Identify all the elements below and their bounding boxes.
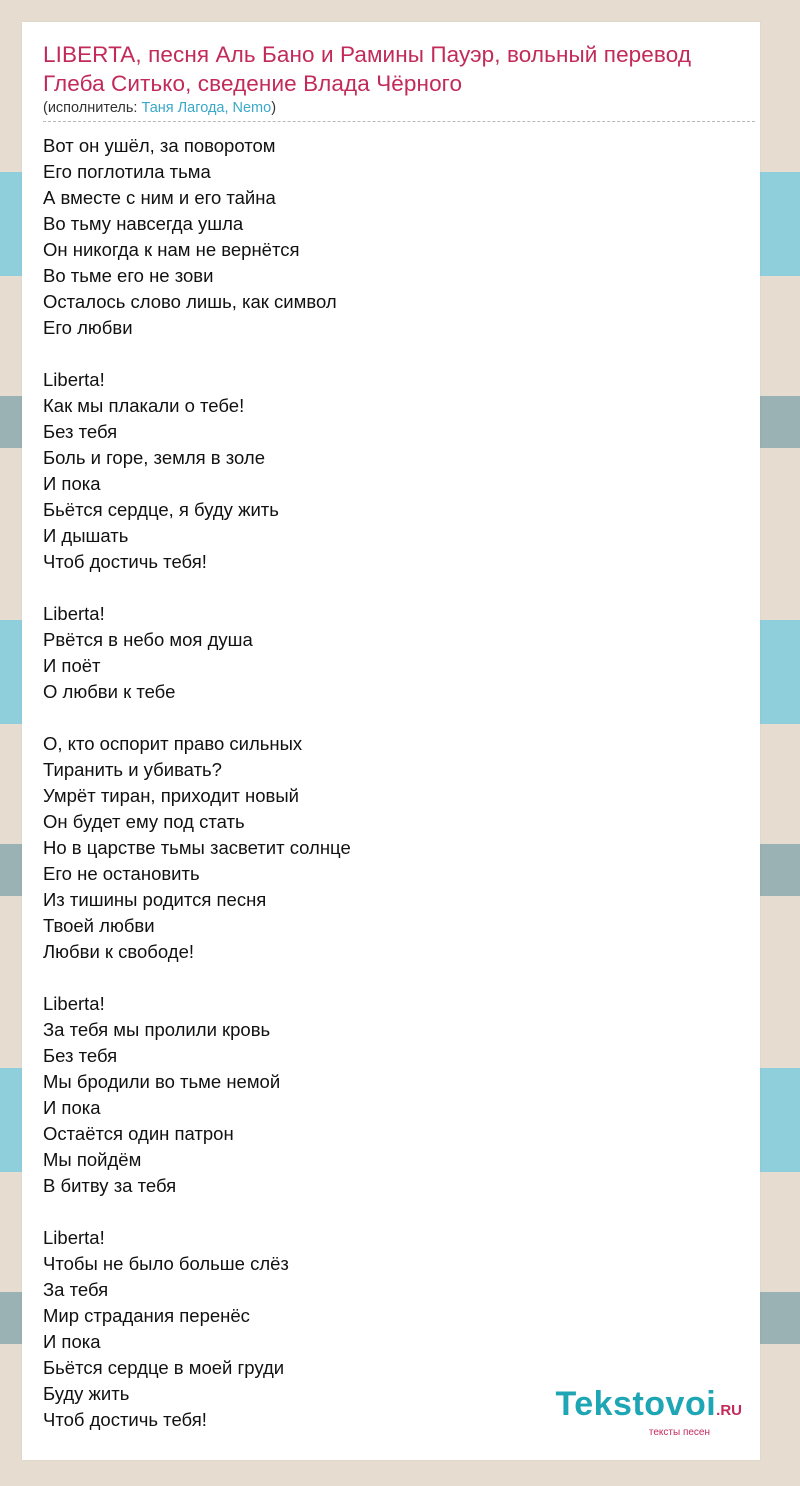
lyric-line: Liberta! (43, 1227, 105, 1248)
lyric-line: Любви к свободе! (43, 941, 195, 962)
lyric-line: О любви к тебе (43, 681, 176, 702)
lyric-blank-line (43, 965, 740, 991)
lyric-line: О, кто оспорит право сильных (43, 733, 303, 754)
lyric-line: И поёт (43, 655, 101, 676)
song-title: LIBERTA, песня Аль Бано и Рамины Пауэр, вольный перевод Глеба Ситько, сведение Влада Чёрного (43, 42, 692, 96)
lyric-line: Как мы плакали о тебе! (43, 395, 245, 416)
lyrics-body (43, 133, 740, 1433)
lyric-line: Осталось слово лишь, как символ (43, 291, 337, 312)
lyric-line: И пока (43, 473, 101, 494)
logo-wordmark (555, 1387, 742, 1428)
lyric-line: Мир страдания перенёс (43, 1305, 250, 1326)
lyric-line: За тебя мы пролили кровь (43, 1019, 271, 1040)
lyric-line: Его не остановить (43, 863, 200, 884)
lyric-line: Его любви (43, 317, 133, 338)
lyric-line: Мы бродили во тьме немой (43, 1071, 281, 1092)
lyric-line: Чтобы не было больше слёз (43, 1253, 289, 1274)
performer-link[interactable]: Таня Лагода, Nemo (141, 100, 272, 116)
performers-suffix: ) (271, 100, 277, 116)
lyric-line: Во тьму навсегда ушла (43, 213, 244, 234)
divider (43, 121, 755, 122)
lyric-line: Рвётся в небо моя душа (43, 629, 253, 650)
lyric-blank-line (43, 575, 740, 601)
lyric-line: И пока (43, 1097, 101, 1118)
lyric-line: Он никогда к нам не вернётся (43, 239, 300, 260)
lyric-line: Во тьме его не зови (43, 265, 214, 286)
logo-tagline: тексты песен (648, 1427, 710, 1438)
lyric-line: И пока (43, 1331, 101, 1352)
lyric-line: За тебя (43, 1279, 109, 1300)
lyric-line: Бьётся сердце, я буду жить (43, 499, 279, 520)
logo-name: Tekstovoi (555, 1385, 717, 1423)
lyric-blank-line (43, 705, 740, 731)
lyric-line: А вместе с ним и его тайна (43, 187, 276, 208)
lyric-line: В битву за тебя (43, 1175, 177, 1196)
lyric-line: Боль и горе, земля в золе (43, 447, 265, 468)
lyric-line: И дышать (43, 525, 129, 546)
lyric-line: Тиранить и убивать? (43, 759, 222, 780)
lyric-line: Чтоб достичь тебя! (43, 551, 207, 572)
lyric-line: Но в царстве тьмы засветит солнце (43, 837, 351, 858)
performers-line (43, 99, 740, 117)
lyric-blank-line (43, 1199, 740, 1225)
lyric-line: Остаётся один патрон (43, 1123, 234, 1144)
lyrics-card (22, 22, 760, 1460)
lyric-line: Из тишины родится песня (43, 889, 267, 910)
lyric-line: Он будет ему под стать (43, 811, 245, 832)
lyric-line: Буду жить (43, 1383, 130, 1404)
lyric-line: Умрёт тиран, приходит новый (43, 785, 299, 806)
lyric-line: Твоей любви (43, 915, 155, 936)
lyric-blank-line (43, 341, 740, 367)
lyric-line: Без тебя (43, 421, 118, 442)
logo-tld: .RU (716, 1402, 742, 1419)
lyric-line: Без тебя (43, 1045, 118, 1066)
lyric-line: Liberta! (43, 603, 105, 624)
lyric-line: Чтоб достичь тебя! (43, 1409, 207, 1430)
site-logo[interactable] (555, 1387, 742, 1438)
lyric-line: Liberta! (43, 993, 105, 1014)
lyric-line: Liberta! (43, 369, 105, 390)
lyric-line: Мы пойдём (43, 1149, 142, 1170)
performers-prefix: (исполнитель: (43, 100, 142, 116)
lyric-line: Вот он ушёл, за поворотом (43, 135, 276, 156)
lyric-line: Бьётся сердце в моей груди (43, 1357, 285, 1378)
lyric-line: Его поглотила тьма (43, 161, 211, 182)
